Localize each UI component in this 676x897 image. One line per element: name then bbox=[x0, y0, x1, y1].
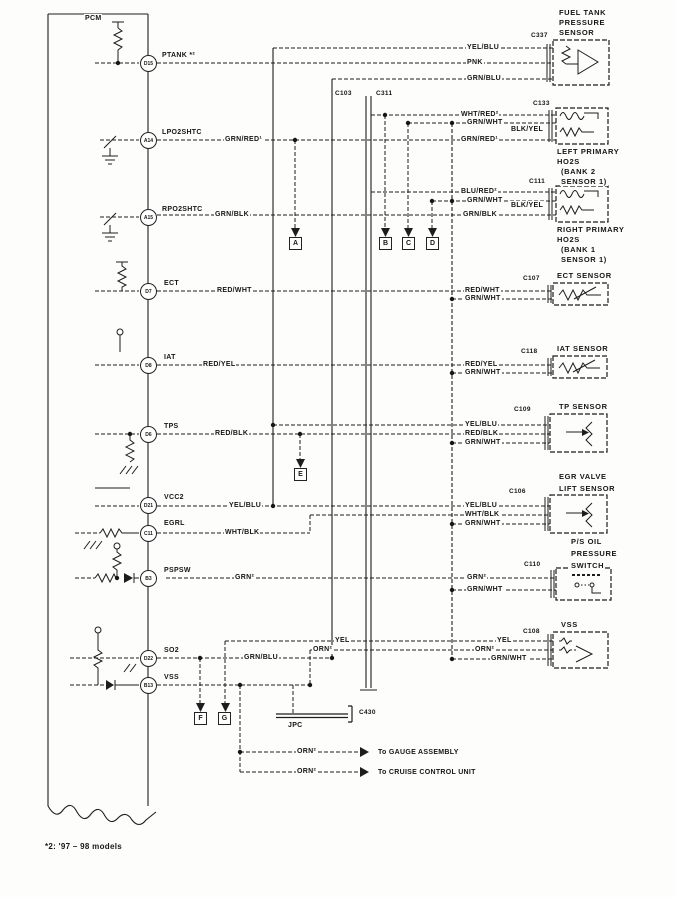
connector-label: C108 bbox=[523, 628, 540, 635]
sensor-title: ECT SENSOR bbox=[557, 271, 612, 280]
connector-label: C118 bbox=[521, 348, 538, 355]
connector-label: C107 bbox=[523, 275, 540, 282]
wire-label: BLU/RED² bbox=[461, 188, 497, 195]
sensor-title: (BANK 2 bbox=[561, 167, 596, 176]
wire-label: RED/WHT bbox=[465, 287, 500, 294]
wire-label: GRN/WHT bbox=[491, 655, 527, 662]
pcm-pin-pspsw: B3 bbox=[140, 570, 157, 587]
pcm-pin-egrl: C11 bbox=[140, 525, 157, 542]
connector-label: C337 bbox=[531, 32, 548, 39]
bus-c103-c311 bbox=[360, 96, 377, 690]
wire-label: ORN² bbox=[475, 646, 495, 653]
sensor-title: TP SENSOR bbox=[559, 402, 608, 411]
wire-red-blk: RED/BLK bbox=[215, 430, 249, 437]
wire-label: BLK/YEL bbox=[511, 126, 544, 133]
ref-box-f: F bbox=[194, 712, 207, 725]
wire-label: WHT/RED² bbox=[461, 111, 499, 118]
connector-label: C110 bbox=[524, 561, 541, 568]
pin-name-pspsw: PSPSW bbox=[164, 567, 191, 574]
ref-box-e: E bbox=[294, 468, 307, 481]
pin-name-ptank: PTANK *² bbox=[162, 52, 195, 59]
sensor-title: FUEL TANK bbox=[559, 8, 607, 17]
connector-label: C106 bbox=[509, 488, 526, 495]
sensor-boxes bbox=[550, 40, 611, 668]
bus-connector-right: C311 bbox=[376, 90, 393, 97]
wire-label: GRN/RED¹ bbox=[461, 136, 499, 143]
pin-name-iat: IAT bbox=[164, 354, 176, 361]
pcm-label: PCM bbox=[85, 15, 102, 22]
bus-connector-left: C103 bbox=[335, 90, 352, 97]
wire-label: YEL/BLU bbox=[467, 44, 500, 51]
sensor-title: SENSOR bbox=[559, 28, 595, 37]
pcm-pin-vss: B13 bbox=[140, 677, 157, 694]
wire-red-wht: RED/WHT bbox=[217, 287, 252, 294]
wire-label: GRN/WHT bbox=[465, 369, 501, 376]
wire-label: GRN² bbox=[467, 574, 487, 581]
wire-red-yel: RED/YEL bbox=[203, 361, 236, 368]
wire-label: RED/BLK bbox=[465, 430, 499, 437]
wire-label: YEL bbox=[497, 637, 512, 644]
output-dest-0: To GAUGE ASSEMBLY bbox=[378, 749, 459, 756]
sensor-title: HO2S bbox=[557, 235, 580, 244]
pin-name-tps: TPS bbox=[164, 423, 179, 430]
wire-label: GRN/BLK bbox=[463, 211, 497, 218]
pcm-pin-vcc2: D21 bbox=[140, 497, 157, 514]
pin-name-vcc2: VCC2 bbox=[164, 494, 184, 501]
wire-grn-red1: GRN/RED¹ bbox=[225, 136, 263, 143]
sensor-title: PRESSURE bbox=[571, 549, 618, 558]
output-dest-1: To CRUISE CONTROL UNIT bbox=[378, 769, 476, 776]
pcm-torn-edge bbox=[48, 805, 156, 824]
sensor-title: LIFT SENSOR bbox=[559, 484, 616, 493]
sensor-title: RIGHT PRIMARY bbox=[557, 225, 625, 234]
ref-box-g: G bbox=[218, 712, 231, 725]
wire-grn-blu: GRN/BLU bbox=[244, 654, 278, 661]
connector-label: C111 bbox=[529, 178, 546, 185]
wire-yel-blu: YEL/BLU bbox=[229, 502, 262, 509]
sensor-title: VSS bbox=[561, 620, 578, 629]
connector-label: C133 bbox=[533, 100, 550, 107]
wire-grn-blk: GRN/BLK bbox=[215, 211, 249, 218]
ref-box-b: B bbox=[379, 237, 392, 250]
pin-name-ect: ECT bbox=[164, 280, 179, 287]
ref-box-d: D bbox=[426, 237, 439, 250]
sensor-title: IAT SENSOR bbox=[557, 344, 609, 353]
wire-label: RED/YEL bbox=[465, 361, 498, 368]
sensor-title: SENSOR 1) bbox=[561, 255, 607, 264]
pcm-box bbox=[48, 14, 148, 806]
pcm-pin-ptank: D15 bbox=[140, 55, 157, 72]
wire-grn2: GRN² bbox=[235, 574, 255, 581]
ref-box-a: A bbox=[289, 237, 302, 250]
output-wire-1: ORN² bbox=[297, 768, 317, 775]
pin-name-so2: SO2 bbox=[164, 647, 179, 654]
connector-brackets bbox=[545, 44, 554, 666]
sensor-title: (BANK 1 bbox=[561, 245, 596, 254]
wire-label-mid-orn: ORN² bbox=[313, 646, 333, 653]
pcm-pin-rpo2shtc: A15 bbox=[140, 209, 157, 226]
pcm-pin-tps: D6 bbox=[140, 426, 157, 443]
wire-label: GRN/BLU bbox=[467, 75, 501, 82]
pcm-pin-ect: D7 bbox=[140, 283, 157, 300]
pin-name-vss: VSS bbox=[164, 674, 179, 681]
sensor-title: SWITCH bbox=[571, 561, 605, 570]
sensor-title: HO2S bbox=[557, 157, 580, 166]
wire-label: GRN/WHT bbox=[465, 520, 501, 527]
wire-label: YEL/BLU bbox=[465, 421, 498, 428]
wire-label: WHT/BLK bbox=[465, 511, 500, 518]
pin-name-egrl: EGRL bbox=[164, 520, 185, 527]
jpc-label: JPC bbox=[288, 722, 303, 729]
c430-label: C430 bbox=[359, 709, 376, 716]
wire-label: GRN/WHT bbox=[467, 586, 503, 593]
wire-label-mid-yel: YEL bbox=[335, 637, 350, 644]
output-wire-0: ORN² bbox=[297, 748, 317, 755]
sensor-title: EGR VALVE bbox=[559, 472, 607, 481]
wire-label: GRN/WHT bbox=[465, 439, 501, 446]
connector-label: C109 bbox=[514, 406, 531, 413]
jpc-junction bbox=[276, 706, 352, 722]
pcm-internal-symbols bbox=[84, 22, 139, 690]
pcm-pin-lpo2shtc: A14 bbox=[140, 132, 157, 149]
wire-label: BLK/YEL bbox=[511, 202, 544, 209]
wire-label: GRN/WHT bbox=[467, 119, 503, 126]
sensor-title: SENSOR 1) bbox=[561, 177, 607, 186]
pcm-pin-iat: D8 bbox=[140, 357, 157, 374]
wire-label: PNK bbox=[467, 59, 483, 66]
wire-label: YEL/BLU bbox=[465, 502, 498, 509]
pcm-pin-so2: D22 bbox=[140, 650, 157, 667]
wire-label: GRN/WHT bbox=[467, 197, 503, 204]
sensor-title: LEFT PRIMARY bbox=[557, 147, 620, 156]
wire-label: GRN/WHT bbox=[465, 295, 501, 302]
wire-wht-blk: WHT/BLK bbox=[225, 529, 260, 536]
ref-box-c: C bbox=[402, 237, 415, 250]
footnote: *2: '97 – 98 models bbox=[45, 842, 122, 851]
sensor-title: PRESSURE bbox=[559, 18, 606, 27]
pin-name-lpo2shtc: LPO2SHTC bbox=[162, 129, 202, 136]
pin-name-rpo2shtc: RPO2SHTC bbox=[162, 206, 203, 213]
sensor-title: P/S OIL bbox=[571, 537, 602, 546]
